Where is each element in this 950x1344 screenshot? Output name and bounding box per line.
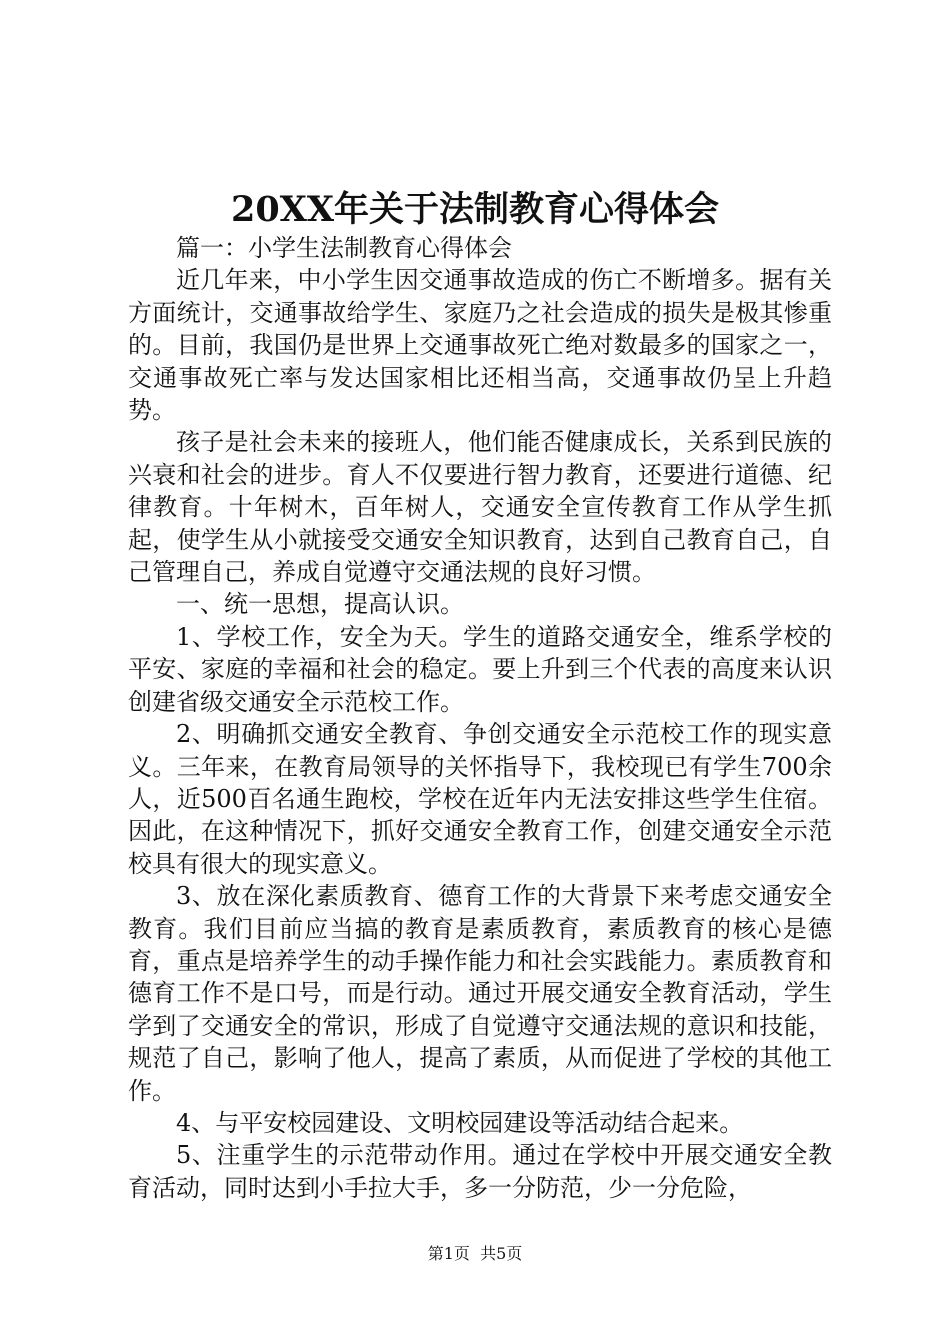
body-paragraph: 1、学校工作，安全为天。学生的道路交通安全，维系学校的平安、家庭的幸福和社会的稳定。要上升到三个代表的高度来认识创建省级交通安全示范校工作。: [128, 622, 832, 716]
body-paragraph: 2、明确抓交通安全教育、争创交通安全示范校工作的现实意义。三年来，在教育局领导的关怀指导下，我校现已有学生700余人，近500百名通生跑校，学校在近年内无法安排这些学生住宿。因此，在这种情况下，抓好交通安全教育工作，创建交通安全示范校具有很大的现实意义。: [128, 720, 832, 878]
body-paragraph: 近几年来，中小学生因交通事故造成的伤亡不断增多。据有关方面统计，交通事故给学生、家庭乃之社会造成的损失是极其惨重的。目前，我国仍是世界上交通事故死亡绝对数最多的国家之一，交通事故死亡率与发达国家相比还相当高，交通事故仍呈上升趋势。: [128, 266, 832, 425]
section-heading: 篇一：小学生法制教育心得体会: [176, 234, 512, 262]
document-body: [128, 232, 832, 1204]
body-paragraph: 孩子是社会未来的接班人，他们能否健康成长，关系到民族的兴衰和社会的进步。育人不仅要进行智力教育，还要进行道德、纪律教育。十年树木，百年树人，交通安全宣传教育工作从学生抓起，使学生从小就接受交通安全知识教育，达到自己教育自己，自己管理自己，养成自觉遵守交通法规的良好习惯。: [128, 428, 832, 587]
page-number: 第1页: [427, 1244, 470, 1263]
subsection-heading: 一、统一思想，提高认识。: [176, 590, 464, 619]
page-footer: [0, 1243, 950, 1265]
body-paragraph: 5、注重学生的示范带动作用。通过在学校中开展交通安全教育活动，同时达到小手拉大手，多一分防范，少一分危险，: [128, 1141, 832, 1202]
page-total: 共5页: [480, 1244, 523, 1263]
body-paragraph: 4、与平安校园建设、文明校园建设等活动结合起来。: [176, 1108, 744, 1137]
document-title: 20XX年关于法制教育心得体会: [230, 189, 720, 230]
body-paragraph: 3、放在深化素质教育、德育工作的大背景下来考虑交通安全教育。我们目前应当搞的教育是素质教育，素质教育的核心是德育，重点是培养学生的动手操作能力和社会实践能力。素质教育和德育工作不是口号，而是行动。通过开展交通安全教育活动，学生学到了交通安全的常识，形成了自觉遵守交通法规的意识和技能，规范了自己，影响了他人，提高了素质，从而促进了学校的其他工作。: [128, 882, 832, 1105]
